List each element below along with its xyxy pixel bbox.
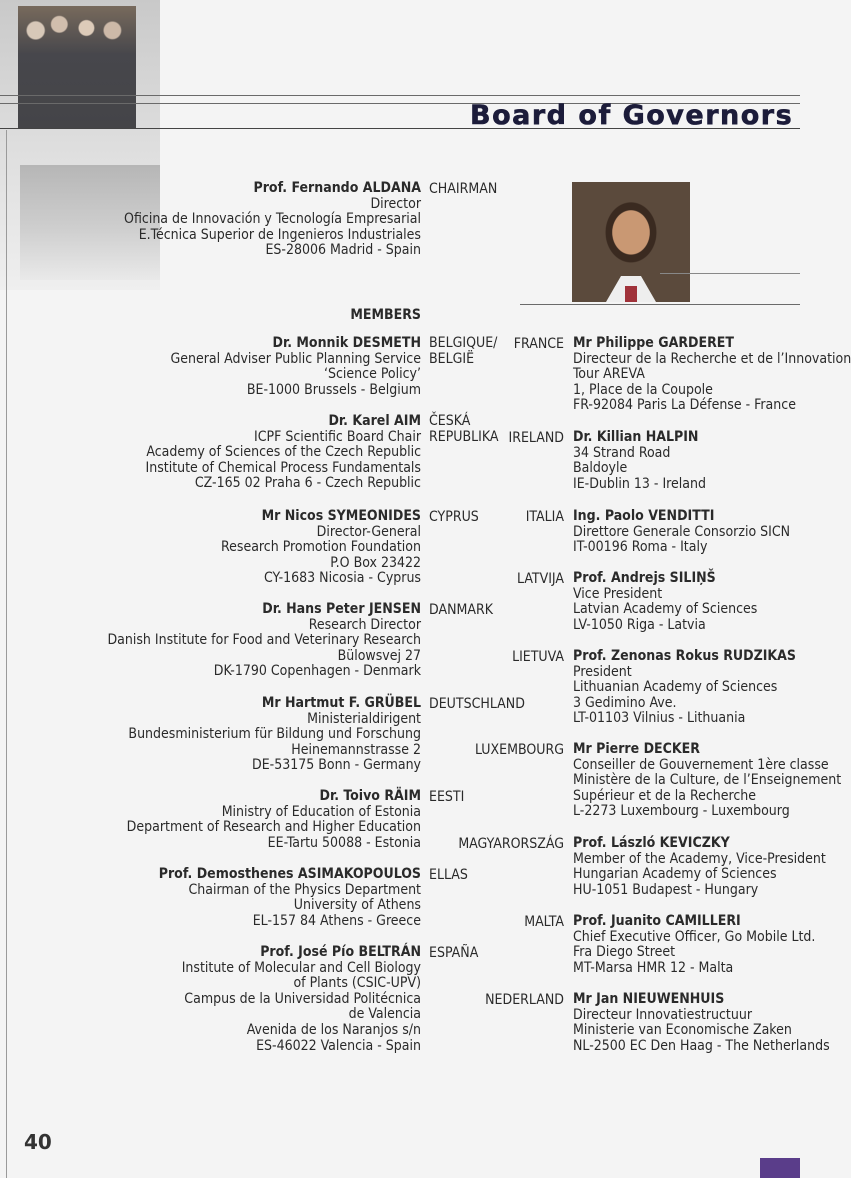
member-line: Bülowsvej 27 — [337, 647, 421, 664]
member-line: Director-General — [316, 523, 421, 540]
member-line: Campus de la Universidad Politécnica — [184, 990, 421, 1007]
member-name: Mr Philippe GARDERET — [573, 335, 734, 351]
chairman-name: Prof. Fernando ALDANA — [253, 180, 421, 196]
member-line: DE-53175 Bonn - Germany — [252, 757, 421, 774]
chairman-portrait — [572, 182, 690, 302]
member-country: BELGIQUE/ BELGIË — [429, 335, 498, 367]
member-line: Heinemannstrasse 2 — [291, 741, 421, 758]
member-country: NEDERLAND — [485, 992, 564, 1008]
member-line: Fra Diego Street — [573, 944, 676, 961]
member-name: Dr. Toivo RÄIM — [319, 788, 421, 804]
member-line: Ministerialdirigent — [307, 710, 421, 727]
member-name: Dr. Hans Peter JENSEN — [262, 601, 421, 617]
member-block — [573, 836, 826, 898]
member-country: ESPAÑA — [429, 945, 479, 961]
member-country: ELLAS — [429, 867, 468, 883]
members-heading: MEMBERS — [350, 307, 421, 323]
member-line: IT-00196 Roma - Italy — [573, 539, 708, 556]
member-line: CZ-165 02 Praha 6 - Czech Republic — [194, 475, 421, 492]
member-block — [221, 509, 421, 587]
member-line: ‘Science Policy’ — [323, 366, 421, 383]
member-line: EE-Tartu 50088 - Estonia — [267, 834, 421, 851]
member-block — [127, 789, 421, 851]
member-line: Supérieur et de la Recherche — [573, 787, 757, 804]
member-block — [128, 696, 421, 774]
member-line: Direttore Generale Consorzio SICN — [573, 523, 791, 540]
member-line: HU-1051 Budapest - Hungary — [573, 881, 759, 898]
chairman-block — [124, 181, 421, 259]
member-line: Chairman of the Physics Department — [188, 881, 421, 898]
portrait-rule-2 — [660, 273, 800, 274]
member-block — [159, 867, 421, 929]
member-line: Chief Executive Officer, Go Mobile Ltd. — [573, 928, 816, 945]
member-line: of Plants (CSIC-UPV) — [293, 975, 421, 992]
member-country: LATVIJA — [517, 571, 564, 587]
member-line: BE-1000 Brussels - Belgium — [246, 381, 421, 398]
member-line: Bundesministerium für Bildung und Forschung — [128, 726, 421, 743]
member-line: Directeur Innovatiestructuur — [573, 1006, 752, 1023]
member-line: Academy of Sciences of the Czech Republic — [146, 444, 421, 461]
member-line: Hungarian Academy of Sciences — [573, 866, 777, 883]
page-title: Board of Governors — [470, 100, 794, 131]
member-block — [573, 914, 815, 976]
member-line: 3 Gedimino Ave. — [573, 694, 677, 711]
member-country: MAGYARORSZÁG — [458, 836, 564, 852]
member-country: CYPRUS — [429, 509, 479, 525]
chairman-line: Oficina de Innovación y Tecnología Empresarial — [124, 211, 421, 228]
member-name: Dr. Killian HALPIN — [573, 429, 699, 445]
member-block — [170, 336, 421, 398]
member-country: ITALIA — [525, 509, 564, 525]
member-line: ICPF Scientific Board Chair — [254, 428, 421, 445]
member-line: FR-92084 Paris La Défense - France — [573, 397, 796, 414]
member-line: de Valencia — [348, 1006, 421, 1023]
member-name: Prof. Demosthenes ASIMAKOPOULOS — [158, 866, 421, 882]
chairman-role: CHAIRMAN — [429, 181, 498, 197]
member-line: MT-Marsa HMR 12 - Malta — [573, 959, 734, 976]
member-country: EESTI — [429, 789, 465, 805]
member-line: Directeur de la Recherche et de l’Innovation — [573, 350, 851, 367]
member-line: Avenida de los Naranjos s/n — [246, 1021, 421, 1038]
group-photo-top — [18, 6, 136, 128]
member-line: Institute of Chemical Process Fundamentals — [145, 459, 421, 476]
member-line: 34 Strand Road — [573, 444, 671, 461]
member-line: Vice President — [573, 585, 663, 602]
member-line: General Adviser Public Planning Service — [170, 350, 421, 367]
member-line: ES-46022 Valencia - Spain — [256, 1037, 421, 1054]
member-block — [573, 430, 706, 492]
chairman-line: Director — [370, 195, 421, 212]
member-line: Ministerie van Economische Zaken — [573, 1022, 792, 1039]
member-line: Danish Institute for Food and Veterinary Research — [107, 632, 421, 649]
member-line: Lithuanian Academy of Sciences — [573, 679, 778, 696]
margin-rule — [6, 130, 7, 1178]
member-block — [573, 649, 796, 727]
member-line: Research Promotion Foundation — [221, 539, 421, 556]
member-block — [573, 336, 851, 414]
member-country: DANMARK — [429, 602, 493, 618]
member-block — [182, 945, 421, 1054]
member-name: Dr. Karel AIM — [328, 413, 421, 429]
member-line: DK-1790 Copenhagen - Denmark — [213, 663, 421, 680]
member-country: MALTA — [524, 914, 564, 930]
corner-accent — [760, 1158, 800, 1178]
member-line: Latvian Academy of Sciences — [573, 601, 758, 618]
chairman-line: E.Técnica Superior de Ingenieros Industriales — [138, 226, 421, 243]
member-country: FRANCE — [513, 336, 564, 352]
member-block — [573, 742, 841, 820]
member-block — [573, 571, 757, 633]
member-country: ČESKÁ REPUBLIKA — [429, 413, 499, 445]
member-line: P.O Box 23422 — [330, 554, 421, 571]
member-line: Tour AREVA — [573, 366, 645, 383]
page-number: 40 — [24, 1130, 52, 1154]
member-country: IRELAND — [508, 430, 564, 446]
member-line: Institute of Molecular and Cell Biology — [181, 959, 421, 976]
member-country: LUXEMBOURG — [474, 742, 564, 758]
member-block — [146, 414, 422, 492]
header-rule-1 — [0, 95, 800, 96]
member-name: Prof. László KEVICZKY — [573, 835, 730, 851]
member-line: Ministry of Education of Estonia — [221, 803, 421, 820]
member-line: Baldoyle — [573, 460, 628, 477]
member-line: LV-1050 Riga - Latvia — [573, 616, 706, 633]
member-block — [573, 509, 790, 556]
member-name: Prof. Juanito CAMILLERI — [573, 913, 741, 929]
member-name: Dr. Monnik DESMETH — [272, 335, 421, 351]
member-name: Prof. José Pío BELTRÁN — [260, 944, 421, 960]
member-country: LIETUVA — [512, 649, 564, 665]
member-line: EL-157 84 Athens - Greece — [252, 912, 421, 929]
member-line: L-2273 Luxembourg - Luxembourg — [573, 803, 790, 820]
chairman-line: ES-28006 Madrid - Spain — [265, 242, 421, 259]
member-line: Member of the Academy, Vice-President — [573, 850, 826, 867]
member-name: Mr Jan NIEUWENHUIS — [573, 991, 725, 1007]
member-line: Conseiller de Gouvernement 1ère classe — [573, 756, 829, 773]
member-block — [107, 602, 421, 680]
member-name: Ing. Paolo VENDITTI — [573, 508, 715, 524]
portrait-rule — [520, 304, 800, 305]
member-name: Mr Hartmut F. GRÜBEL — [261, 695, 421, 711]
member-line: 1, Place de la Coupole — [573, 381, 713, 398]
member-line: Department of Research and Higher Education — [126, 819, 421, 836]
member-name: Prof. Zenonas Rokus RUDZIKAS — [573, 648, 796, 664]
member-name: Mr Nicos SYMEONIDES — [261, 508, 421, 524]
member-line: Ministère de la Culture, de l’Enseignement — [573, 772, 842, 789]
member-country: DEUTSCHLAND — [429, 696, 525, 712]
member-line: President — [573, 663, 632, 680]
member-block — [573, 992, 830, 1054]
member-name: Prof. Andrejs SILIŅŠ — [573, 570, 716, 586]
member-line: University of Athens — [293, 897, 421, 914]
member-line: NL-2500 EC Den Haag - The Netherlands — [573, 1037, 830, 1054]
member-line: Research Director — [308, 616, 421, 633]
member-name: Mr Pierre DECKER — [573, 741, 700, 757]
member-line: IE-Dublin 13 - Ireland — [573, 475, 706, 492]
member-line: CY-1683 Nicosia - Cyprus — [263, 570, 421, 587]
member-line: LT-01103 Vilnius - Lithuania — [573, 710, 746, 727]
